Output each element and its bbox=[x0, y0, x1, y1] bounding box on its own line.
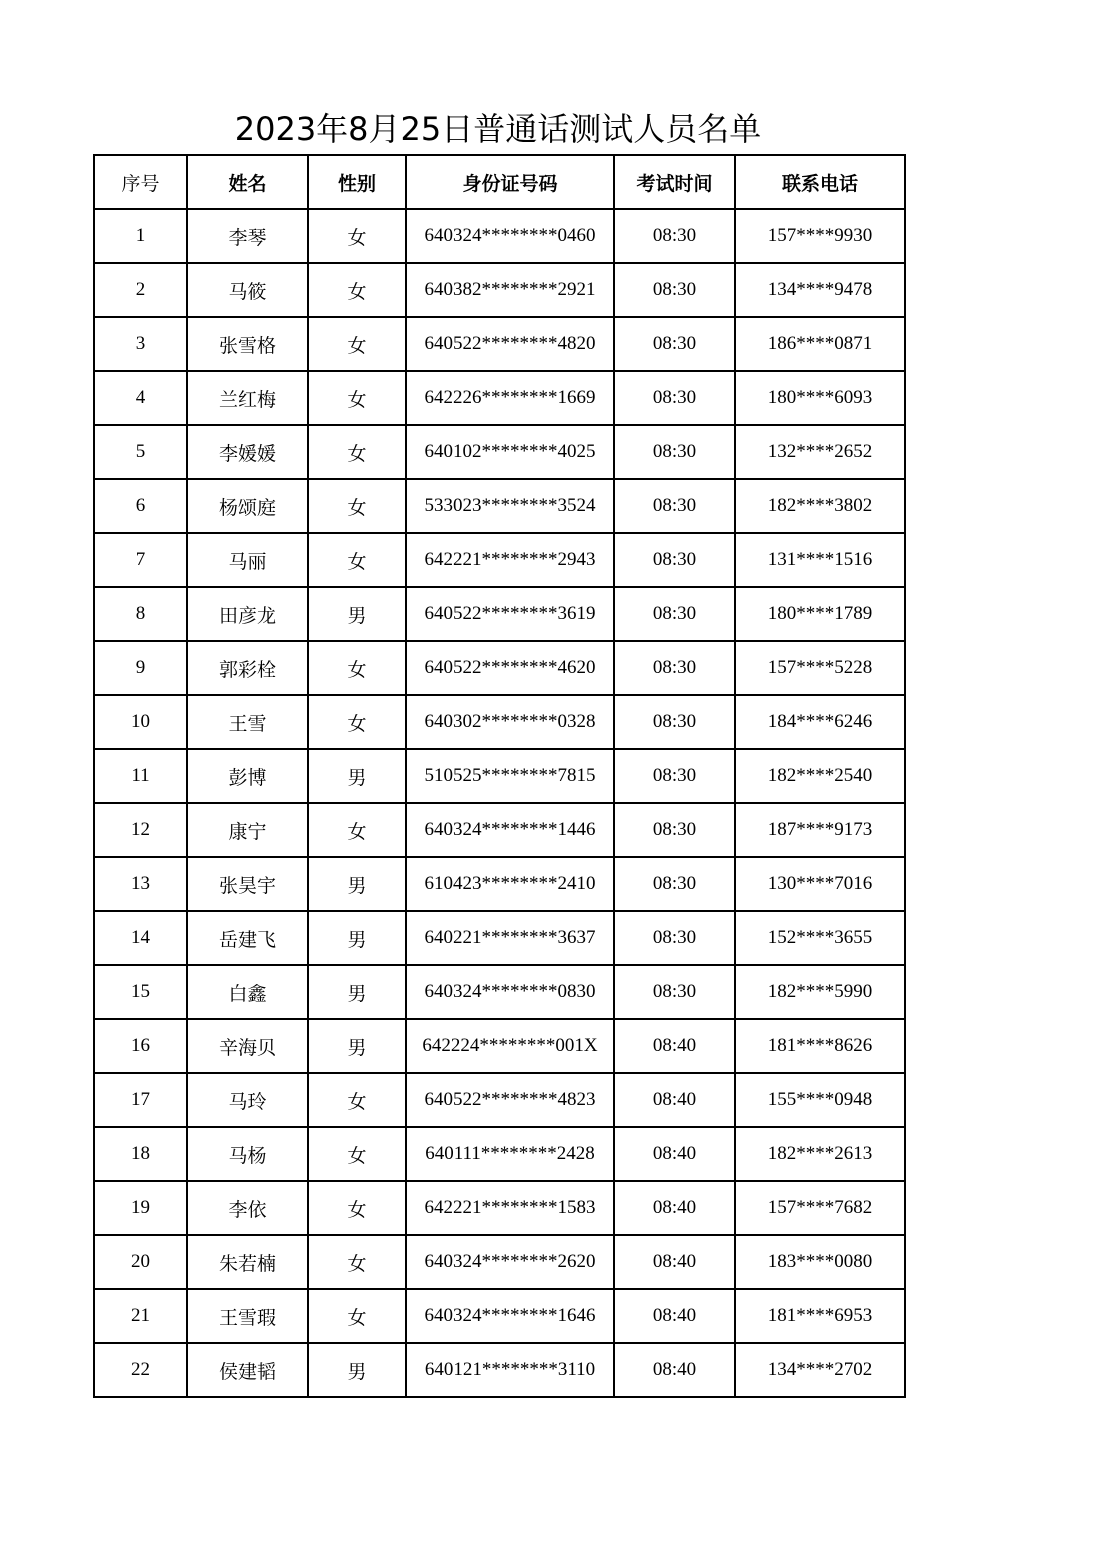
table-row bbox=[94, 587, 905, 641]
cell-index: 12 bbox=[94, 803, 187, 857]
cell-id-number: 640302********0328 bbox=[406, 695, 614, 749]
cell-phone: 157****9930 bbox=[735, 209, 905, 263]
cell-gender: 女 bbox=[308, 371, 406, 425]
cell-name: 朱若楠 bbox=[187, 1235, 308, 1289]
cell-phone: 186****0871 bbox=[735, 317, 905, 371]
table-row bbox=[94, 911, 905, 965]
cell-phone: 134****2702 bbox=[735, 1343, 905, 1397]
cell-phone: 183****0080 bbox=[735, 1235, 905, 1289]
cell-name: 辛海贝 bbox=[187, 1019, 308, 1073]
cell-exam-time: 08:30 bbox=[614, 857, 735, 911]
cell-name: 田彦龙 bbox=[187, 587, 308, 641]
cell-exam-time: 08:40 bbox=[614, 1181, 735, 1235]
cell-exam-time: 08:30 bbox=[614, 263, 735, 317]
table-row bbox=[94, 371, 905, 425]
cell-index: 8 bbox=[94, 587, 187, 641]
cell-id-number: 533023********3524 bbox=[406, 479, 614, 533]
cell-id-number: 642221********2943 bbox=[406, 533, 614, 587]
cell-id-number: 640324********0830 bbox=[406, 965, 614, 1019]
cell-exam-time: 08:30 bbox=[614, 695, 735, 749]
cell-gender: 女 bbox=[308, 263, 406, 317]
cell-phone: 181****6953 bbox=[735, 1289, 905, 1343]
table-row bbox=[94, 803, 905, 857]
cell-id-number: 640522********3619 bbox=[406, 587, 614, 641]
table-row bbox=[94, 479, 905, 533]
table-row bbox=[94, 425, 905, 479]
cell-id-number: 640382********2921 bbox=[406, 263, 614, 317]
cell-name: 马杨 bbox=[187, 1127, 308, 1181]
table-row bbox=[94, 1181, 905, 1235]
cell-exam-time: 08:30 bbox=[614, 371, 735, 425]
cell-id-number: 640522********4620 bbox=[406, 641, 614, 695]
header-name: 姓名 bbox=[187, 155, 308, 209]
cell-gender: 女 bbox=[308, 479, 406, 533]
cell-exam-time: 08:40 bbox=[614, 1019, 735, 1073]
cell-index: 10 bbox=[94, 695, 187, 749]
cell-name: 李媛媛 bbox=[187, 425, 308, 479]
cell-index: 3 bbox=[94, 317, 187, 371]
cell-gender: 女 bbox=[308, 1181, 406, 1235]
table-row bbox=[94, 1127, 905, 1181]
cell-phone: 182****3802 bbox=[735, 479, 905, 533]
cell-gender: 女 bbox=[308, 641, 406, 695]
cell-exam-time: 08:30 bbox=[614, 425, 735, 479]
cell-name: 康宁 bbox=[187, 803, 308, 857]
cell-gender: 男 bbox=[308, 587, 406, 641]
cell-id-number: 640522********4820 bbox=[406, 317, 614, 371]
cell-name: 郭彩栓 bbox=[187, 641, 308, 695]
cell-phone: 155****0948 bbox=[735, 1073, 905, 1127]
cell-id-number: 510525********7815 bbox=[406, 749, 614, 803]
cell-gender: 女 bbox=[308, 1289, 406, 1343]
cell-index: 4 bbox=[94, 371, 187, 425]
table-row bbox=[94, 1019, 905, 1073]
cell-index: 22 bbox=[94, 1343, 187, 1397]
cell-index: 5 bbox=[94, 425, 187, 479]
cell-index: 13 bbox=[94, 857, 187, 911]
cell-name: 侯建韬 bbox=[187, 1343, 308, 1397]
table-row bbox=[94, 1073, 905, 1127]
cell-id-number: 640111********2428 bbox=[406, 1127, 614, 1181]
table-row bbox=[94, 1235, 905, 1289]
table-row bbox=[94, 1343, 905, 1397]
cell-name: 白鑫 bbox=[187, 965, 308, 1019]
cell-phone: 180****6093 bbox=[735, 371, 905, 425]
cell-phone: 130****7016 bbox=[735, 857, 905, 911]
cell-exam-time: 08:30 bbox=[614, 749, 735, 803]
cell-exam-time: 08:30 bbox=[614, 533, 735, 587]
cell-exam-time: 08:40 bbox=[614, 1289, 735, 1343]
cell-exam-time: 08:30 bbox=[614, 479, 735, 533]
table-row bbox=[94, 209, 905, 263]
cell-exam-time: 08:30 bbox=[614, 587, 735, 641]
cell-name: 李依 bbox=[187, 1181, 308, 1235]
cell-name: 李琴 bbox=[187, 209, 308, 263]
cell-gender: 男 bbox=[308, 1019, 406, 1073]
cell-index: 15 bbox=[94, 965, 187, 1019]
cell-phone: 134****9478 bbox=[735, 263, 905, 317]
cell-gender: 女 bbox=[308, 1127, 406, 1181]
table-row bbox=[94, 749, 905, 803]
cell-index: 17 bbox=[94, 1073, 187, 1127]
cell-phone: 157****5228 bbox=[735, 641, 905, 695]
cell-exam-time: 08:30 bbox=[614, 803, 735, 857]
cell-name: 张昊宇 bbox=[187, 857, 308, 911]
header-exam-time: 考试时间 bbox=[614, 155, 735, 209]
cell-gender: 男 bbox=[308, 965, 406, 1019]
cell-index: 21 bbox=[94, 1289, 187, 1343]
cell-name: 张雪格 bbox=[187, 317, 308, 371]
cell-gender: 男 bbox=[308, 1343, 406, 1397]
cell-phone: 180****1789 bbox=[735, 587, 905, 641]
cell-exam-time: 08:30 bbox=[614, 209, 735, 263]
table-row bbox=[94, 1289, 905, 1343]
cell-name: 马玲 bbox=[187, 1073, 308, 1127]
roster-table bbox=[93, 154, 906, 1398]
table-row bbox=[94, 857, 905, 911]
cell-index: 7 bbox=[94, 533, 187, 587]
cell-gender: 女 bbox=[308, 803, 406, 857]
cell-gender: 女 bbox=[308, 317, 406, 371]
header-id-number: 身份证号码 bbox=[406, 155, 614, 209]
cell-index: 1 bbox=[94, 209, 187, 263]
table-header-row bbox=[94, 155, 905, 209]
table-row bbox=[94, 641, 905, 695]
cell-name: 王雪瑕 bbox=[187, 1289, 308, 1343]
page-title: 2023年8月25日普通话测试人员名单 bbox=[234, 110, 762, 148]
cell-phone: 157****7682 bbox=[735, 1181, 905, 1235]
table-row bbox=[94, 695, 905, 749]
cell-phone: 152****3655 bbox=[735, 911, 905, 965]
cell-id-number: 642221********1583 bbox=[406, 1181, 614, 1235]
cell-gender: 女 bbox=[308, 1073, 406, 1127]
cell-gender: 男 bbox=[308, 857, 406, 911]
cell-index: 9 bbox=[94, 641, 187, 695]
cell-id-number: 640221********3637 bbox=[406, 911, 614, 965]
cell-index: 18 bbox=[94, 1127, 187, 1181]
header-index: 序号 bbox=[94, 155, 187, 209]
cell-id-number: 640522********4823 bbox=[406, 1073, 614, 1127]
header-phone: 联系电话 bbox=[735, 155, 905, 209]
cell-gender: 男 bbox=[308, 911, 406, 965]
cell-id-number: 640324********2620 bbox=[406, 1235, 614, 1289]
cell-index: 16 bbox=[94, 1019, 187, 1073]
cell-index: 11 bbox=[94, 749, 187, 803]
cell-name: 岳建飞 bbox=[187, 911, 308, 965]
cell-id-number: 640121********3110 bbox=[406, 1343, 614, 1397]
table-row bbox=[94, 263, 905, 317]
table-row bbox=[94, 317, 905, 371]
cell-name: 王雪 bbox=[187, 695, 308, 749]
cell-gender: 女 bbox=[308, 533, 406, 587]
cell-exam-time: 08:40 bbox=[614, 1235, 735, 1289]
cell-index: 14 bbox=[94, 911, 187, 965]
cell-index: 6 bbox=[94, 479, 187, 533]
cell-id-number: 640324********1646 bbox=[406, 1289, 614, 1343]
cell-id-number: 610423********2410 bbox=[406, 857, 614, 911]
cell-name: 马丽 bbox=[187, 533, 308, 587]
cell-exam-time: 08:30 bbox=[614, 911, 735, 965]
cell-id-number: 640324********1446 bbox=[406, 803, 614, 857]
cell-exam-time: 08:30 bbox=[614, 641, 735, 695]
cell-exam-time: 08:40 bbox=[614, 1127, 735, 1181]
cell-index: 19 bbox=[94, 1181, 187, 1235]
cell-name: 马筱 bbox=[187, 263, 308, 317]
cell-phone: 182****2540 bbox=[735, 749, 905, 803]
cell-exam-time: 08:30 bbox=[614, 965, 735, 1019]
cell-phone: 182****2613 bbox=[735, 1127, 905, 1181]
table-body bbox=[94, 209, 905, 1397]
cell-phone: 132****2652 bbox=[735, 425, 905, 479]
table-row bbox=[94, 965, 905, 1019]
cell-phone: 182****5990 bbox=[735, 965, 905, 1019]
cell-id-number: 640324********0460 bbox=[406, 209, 614, 263]
cell-index: 2 bbox=[94, 263, 187, 317]
cell-exam-time: 08:40 bbox=[614, 1073, 735, 1127]
cell-phone: 187****9173 bbox=[735, 803, 905, 857]
cell-name: 杨颂庭 bbox=[187, 479, 308, 533]
cell-phone: 184****6246 bbox=[735, 695, 905, 749]
cell-id-number: 642224********001X bbox=[406, 1019, 614, 1073]
cell-id-number: 640102********4025 bbox=[406, 425, 614, 479]
cell-index: 20 bbox=[94, 1235, 187, 1289]
cell-gender: 女 bbox=[308, 695, 406, 749]
header-gender: 性别 bbox=[308, 155, 406, 209]
cell-gender: 女 bbox=[308, 425, 406, 479]
cell-phone: 131****1516 bbox=[735, 533, 905, 587]
cell-exam-time: 08:40 bbox=[614, 1343, 735, 1397]
cell-name: 兰红梅 bbox=[187, 371, 308, 425]
cell-exam-time: 08:30 bbox=[614, 317, 735, 371]
table-row bbox=[94, 533, 905, 587]
cell-name: 彭博 bbox=[187, 749, 308, 803]
cell-gender: 女 bbox=[308, 1235, 406, 1289]
cell-gender: 男 bbox=[308, 749, 406, 803]
cell-gender: 女 bbox=[308, 209, 406, 263]
cell-phone: 181****8626 bbox=[735, 1019, 905, 1073]
cell-id-number: 642226********1669 bbox=[406, 371, 614, 425]
